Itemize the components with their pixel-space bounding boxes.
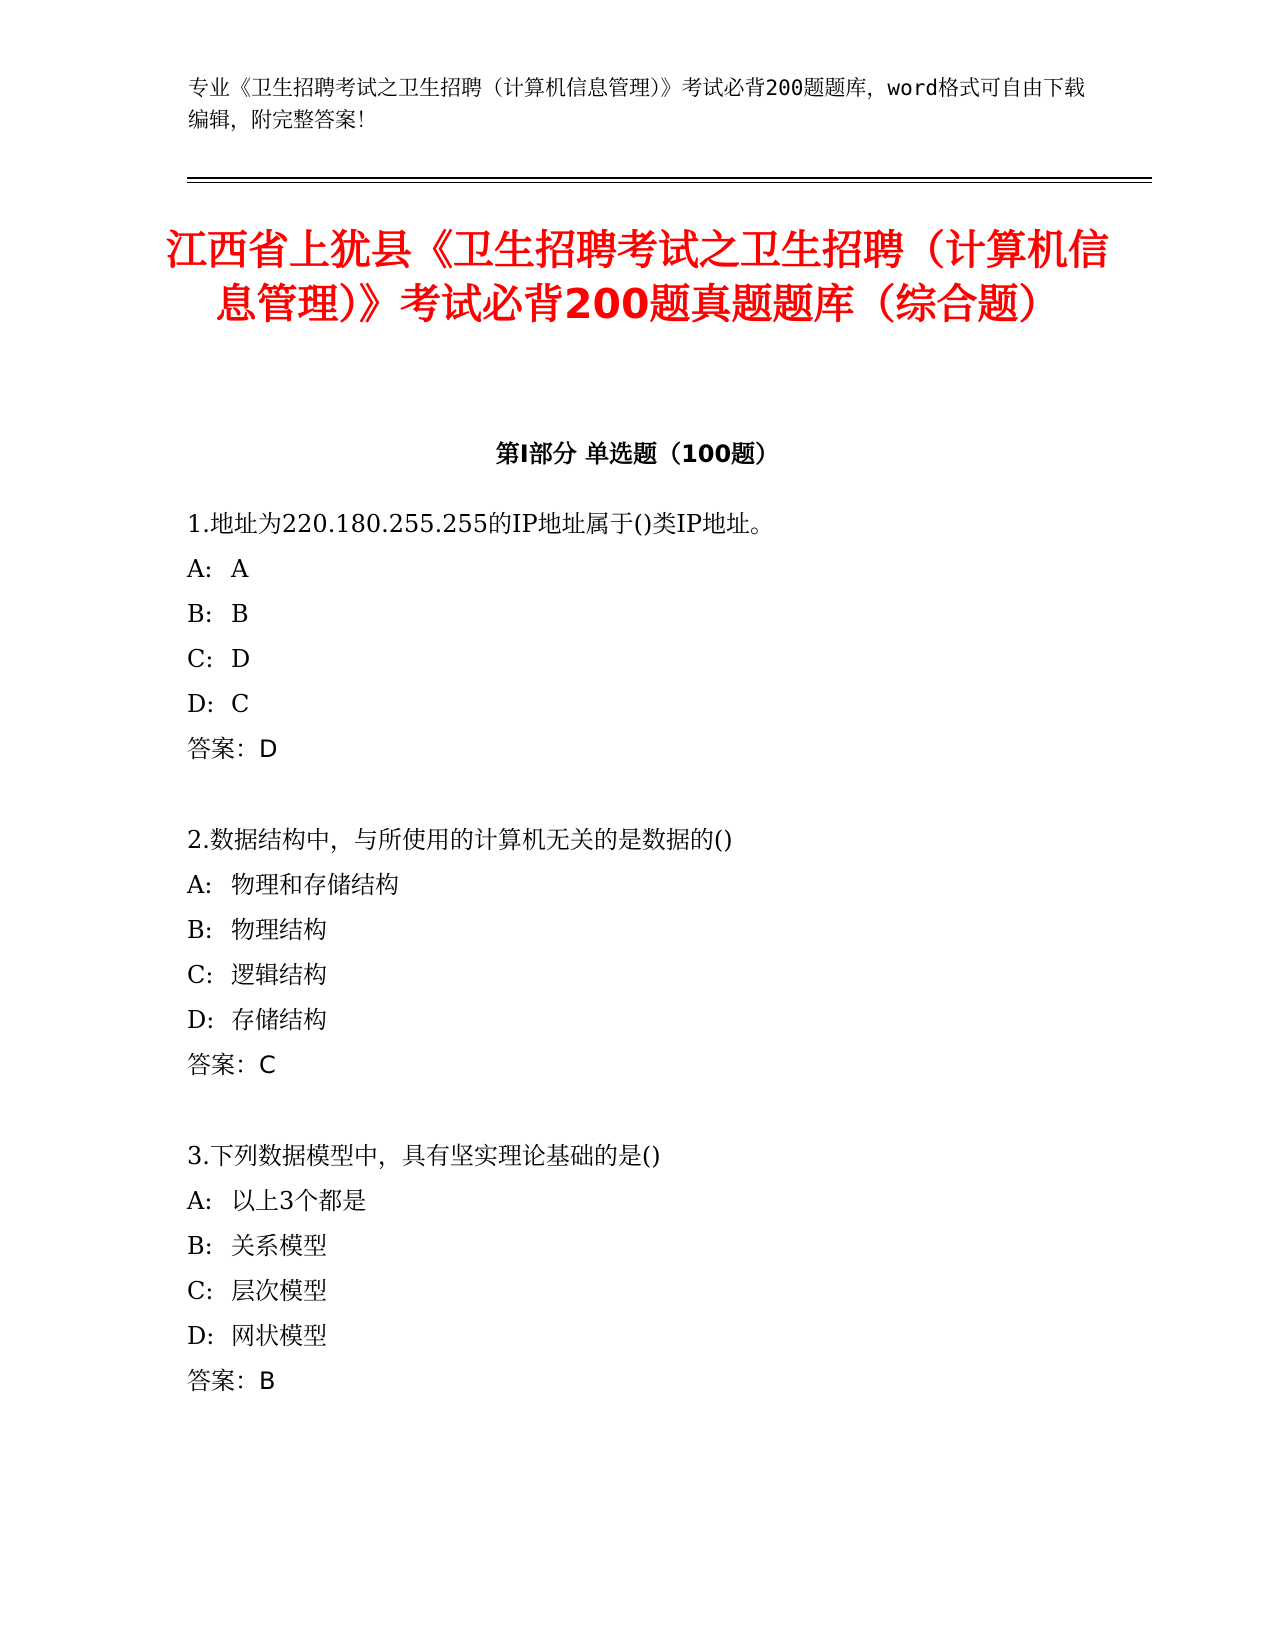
option-text: 存储结构 bbox=[231, 1006, 327, 1034]
header-note: 专业《卫生招聘考试之卫生招聘（计算机信息管理）》考试必背200题题库，word格式可自由下载编辑，附完整答案！ bbox=[188, 76, 1085, 132]
option-a bbox=[187, 547, 1147, 592]
answer-line: 答案：D bbox=[187, 735, 278, 763]
option-text: 逻辑结构 bbox=[231, 961, 327, 989]
option-a bbox=[187, 1179, 1147, 1224]
section-title: 第Ⅰ部分 单选题（100题） bbox=[495, 440, 780, 468]
option-d bbox=[187, 1314, 1147, 1359]
question-stem: 2.数据结构中，与所使用的计算机无关的是数据的() bbox=[187, 826, 733, 854]
option-c bbox=[187, 953, 1147, 998]
header-divider-thin bbox=[187, 182, 1152, 183]
option-text: 物理结构 bbox=[231, 916, 327, 944]
option-text: 关系模型 bbox=[231, 1232, 327, 1260]
option-text: A bbox=[231, 555, 249, 583]
option-text: 以上3个都是 bbox=[231, 1187, 367, 1215]
option-a bbox=[187, 863, 1147, 908]
option-key: D: bbox=[187, 1006, 215, 1034]
answer-line: 答案：B bbox=[187, 1367, 276, 1395]
option-key: A: bbox=[187, 555, 213, 583]
option-key: A: bbox=[187, 871, 213, 899]
option-d bbox=[187, 682, 1147, 727]
option-key: B: bbox=[187, 1232, 213, 1260]
option-key: B: bbox=[187, 600, 213, 628]
option-c bbox=[187, 1269, 1147, 1314]
option-b bbox=[187, 592, 1147, 637]
option-key: D: bbox=[187, 1322, 215, 1350]
option-key: C: bbox=[187, 961, 214, 989]
option-text: C bbox=[231, 690, 250, 718]
option-d bbox=[187, 998, 1147, 1043]
question-3 bbox=[187, 1134, 1147, 1404]
question-stem: 1.地址为220.180.255.255的IP地址属于()类IP地址。 bbox=[187, 510, 775, 538]
answer-line: 答案：C bbox=[187, 1051, 276, 1079]
option-text: 网状模型 bbox=[231, 1322, 327, 1350]
option-key: A: bbox=[187, 1187, 213, 1215]
option-text: D bbox=[231, 645, 251, 673]
header-divider-thick bbox=[187, 177, 1152, 179]
document-title: 江西省上犹县《卫生招聘考试之卫生招聘（计算机信息管理）》考试必背200题真题题库（综合题） bbox=[166, 226, 1109, 328]
question-1 bbox=[187, 502, 1147, 772]
option-text: B bbox=[231, 600, 249, 628]
question-stem: 3.下列数据模型中，具有坚实理论基础的是() bbox=[187, 1142, 661, 1170]
option-key: C: bbox=[187, 1277, 214, 1305]
option-b bbox=[187, 908, 1147, 953]
option-c bbox=[187, 637, 1147, 682]
option-text: 层次模型 bbox=[231, 1277, 327, 1305]
option-key: D: bbox=[187, 690, 215, 718]
question-2 bbox=[187, 818, 1147, 1088]
option-key: B: bbox=[187, 916, 213, 944]
option-b bbox=[187, 1224, 1147, 1269]
option-key: C: bbox=[187, 645, 214, 673]
option-text: 物理和存储结构 bbox=[231, 871, 399, 899]
